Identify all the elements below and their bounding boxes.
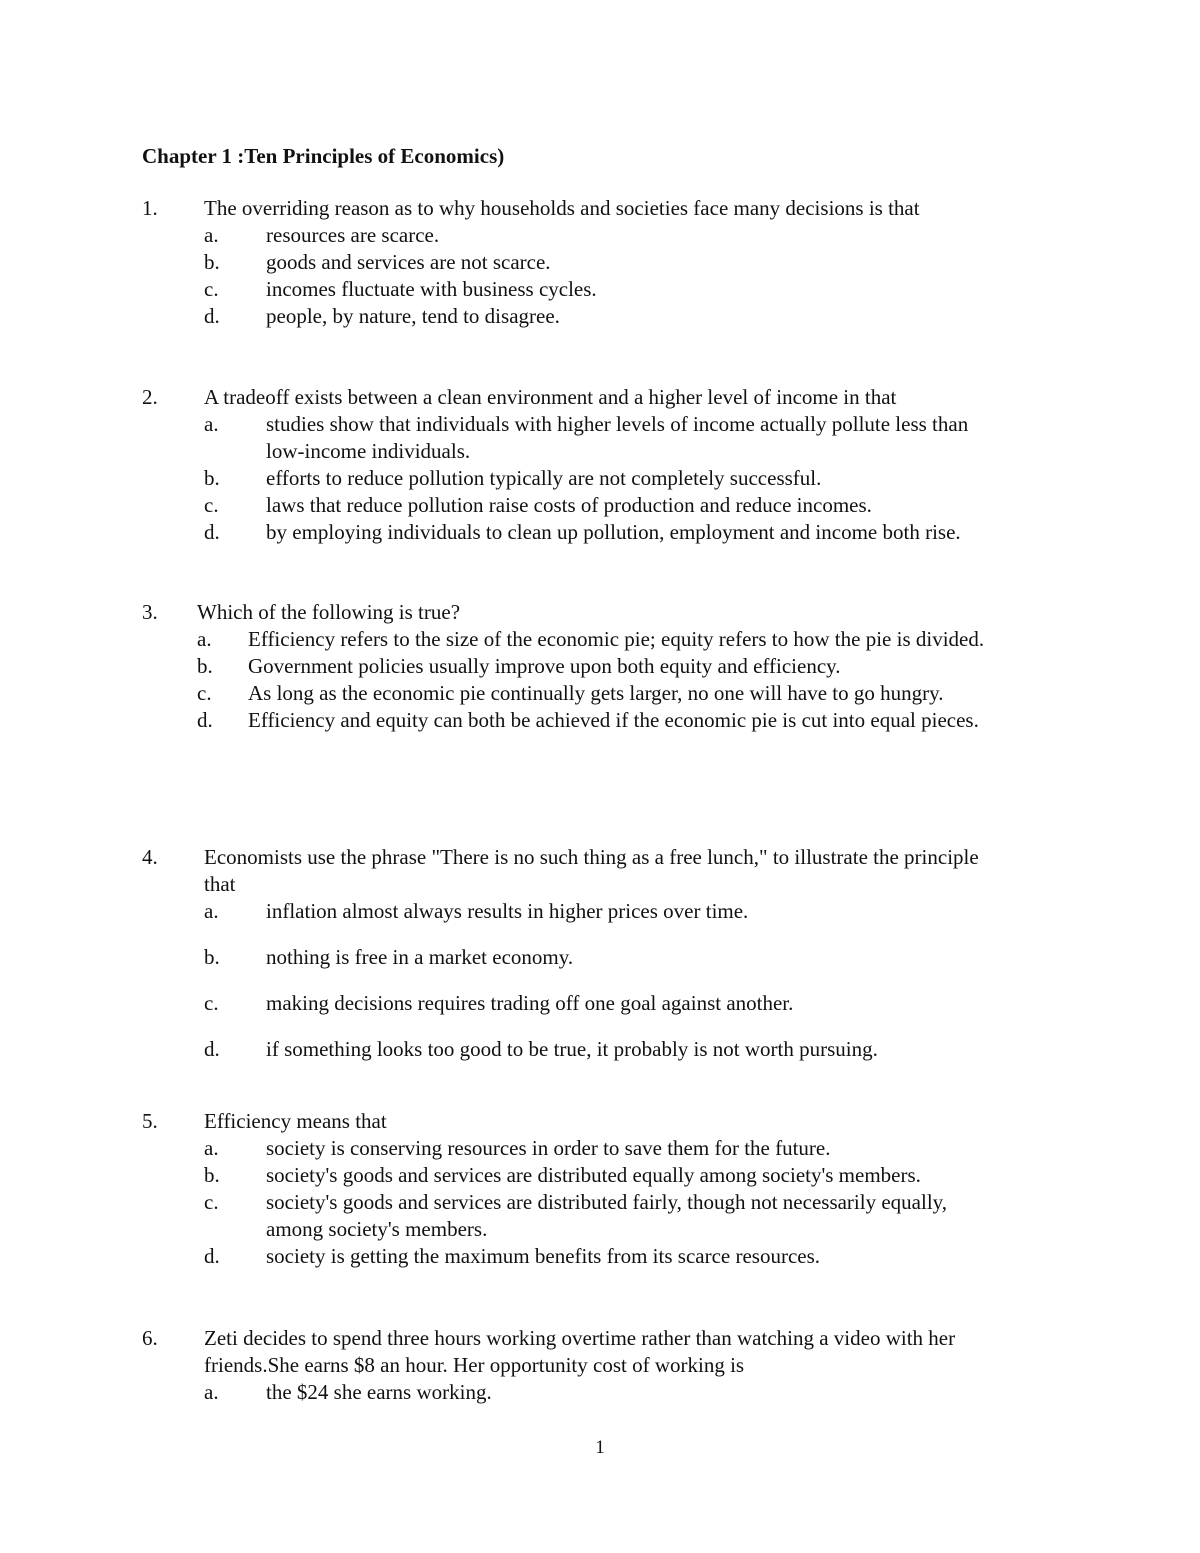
option-text: studies show that individuals with higher levels of income actually pollute less than low-income individuals. (266, 412, 969, 463)
option-text: laws that reduce pollution raise costs of production and reduce incomes. (266, 493, 872, 517)
option-a (204, 1135, 1042, 1162)
option-letter: c. (204, 991, 219, 1015)
option-letter: c. (204, 1190, 219, 1214)
option-text: As long as the economic pie continually gets larger, no one will have to go hungry. (248, 681, 944, 705)
option-text: making decisions requires trading off one goal against another. (266, 991, 794, 1015)
option-text: people, by nature, tend to disagree. (266, 304, 560, 328)
option-c (204, 990, 1042, 1017)
option-text: incomes fluctuate with business cycles. (266, 277, 597, 301)
option-b (197, 653, 1042, 680)
question-number: 3. (142, 600, 158, 624)
option-a (204, 411, 1042, 465)
option-a (197, 626, 1042, 653)
question-3 (142, 599, 1042, 734)
question-number: 2. (142, 385, 158, 409)
option-text: Government policies usually improve upon both equity and efficiency. (248, 654, 841, 678)
option-d (204, 1243, 1042, 1270)
option-letter: a. (204, 1380, 219, 1404)
question-number: 4. (142, 845, 158, 869)
option-c (204, 492, 1042, 519)
question-number: 1. (142, 196, 158, 220)
option-d (197, 707, 1042, 734)
option-letter: d. (204, 1037, 220, 1061)
option-letter: b. (204, 466, 220, 490)
option-text: society is conserving resources in order to save them for the future. (266, 1136, 831, 1160)
option-letter: b. (197, 654, 213, 678)
option-d (204, 519, 1042, 546)
question-5 (142, 1108, 1042, 1270)
option-text: the $24 she earns working. (266, 1380, 492, 1404)
question-2 (142, 384, 1042, 546)
option-b (204, 465, 1042, 492)
option-d (204, 1036, 1042, 1063)
option-letter: d. (204, 1244, 220, 1268)
chapter-title: Chapter 1 :Ten Principles of Economics) (142, 144, 505, 168)
option-letter: d. (204, 304, 220, 328)
option-text: if something looks too good to be true, it probably is not worth pursuing. (266, 1037, 878, 1061)
question-4 (142, 844, 1042, 1082)
option-c (204, 276, 1042, 303)
option-letter: a. (197, 627, 212, 651)
option-letter: a. (204, 412, 219, 436)
question-6 (142, 1325, 1042, 1406)
option-text: goods and services are not scarce. (266, 250, 551, 274)
option-b (204, 1162, 1042, 1189)
option-text: inflation almost always results in higher prices over time. (266, 899, 749, 923)
option-letter: b. (204, 1163, 220, 1187)
option-letter: b. (204, 945, 220, 969)
option-letter: c. (204, 493, 219, 517)
options-list (142, 1135, 1042, 1270)
option-a (204, 898, 1042, 925)
option-text: society's goods and services are distributed fairly, though not necessarily equally, among society's members. (266, 1190, 948, 1241)
option-letter: d. (197, 708, 213, 732)
option-c (197, 680, 1042, 707)
options-list (142, 411, 1042, 546)
question-text: Economists use the phrase "There is no such thing as a free lunch," to illustrate the principle that (204, 845, 979, 896)
option-text: nothing is free in a market economy. (266, 945, 574, 969)
question-text: The overriding reason as to why households and societies face many decisions is that (204, 196, 920, 220)
option-letter: d. (204, 520, 220, 544)
question-1 (142, 195, 1042, 330)
option-text: society is getting the maximum benefits from its scarce resources. (266, 1244, 821, 1268)
option-letter: c. (204, 277, 219, 301)
options-list (142, 1379, 1042, 1406)
option-letter: c. (197, 681, 212, 705)
question-text: Efficiency means that (204, 1109, 387, 1133)
option-a (204, 222, 1042, 249)
question-text: Zeti decides to spend three hours working overtime rather than watching a video with her friends.She earns $8 an hour. Her opportunity cost of working is (204, 1326, 956, 1377)
option-d (204, 303, 1042, 330)
question-number: 6. (142, 1326, 158, 1350)
option-text: society's goods and services are distributed equally among society's members. (266, 1163, 921, 1187)
options-list (142, 222, 1042, 330)
option-b (204, 249, 1042, 276)
page-number: 1 (595, 1437, 605, 1458)
option-a (204, 1379, 1042, 1406)
option-letter: a. (204, 899, 219, 923)
option-letter: a. (204, 223, 219, 247)
question-number: 5. (142, 1109, 158, 1133)
option-b (204, 944, 1042, 971)
options-list (142, 626, 1042, 734)
option-c (204, 1189, 1042, 1243)
option-text: Efficiency and equity can both be achieved if the economic pie is cut into equal pieces. (248, 708, 979, 732)
option-text: Efficiency refers to the size of the economic pie; equity refers to how the pie is divided. (248, 627, 985, 651)
option-text: resources are scarce. (266, 223, 440, 247)
option-text: by employing individuals to clean up pollution, employment and income both rise. (266, 520, 961, 544)
option-text: efforts to reduce pollution typically are not completely successful. (266, 466, 822, 490)
question-text: Which of the following is true? (197, 600, 461, 624)
options-list (142, 898, 1042, 1063)
option-letter: b. (204, 250, 220, 274)
question-text: A tradeoff exists between a clean environment and a higher level of income in that (204, 385, 897, 409)
option-letter: a. (204, 1136, 219, 1160)
